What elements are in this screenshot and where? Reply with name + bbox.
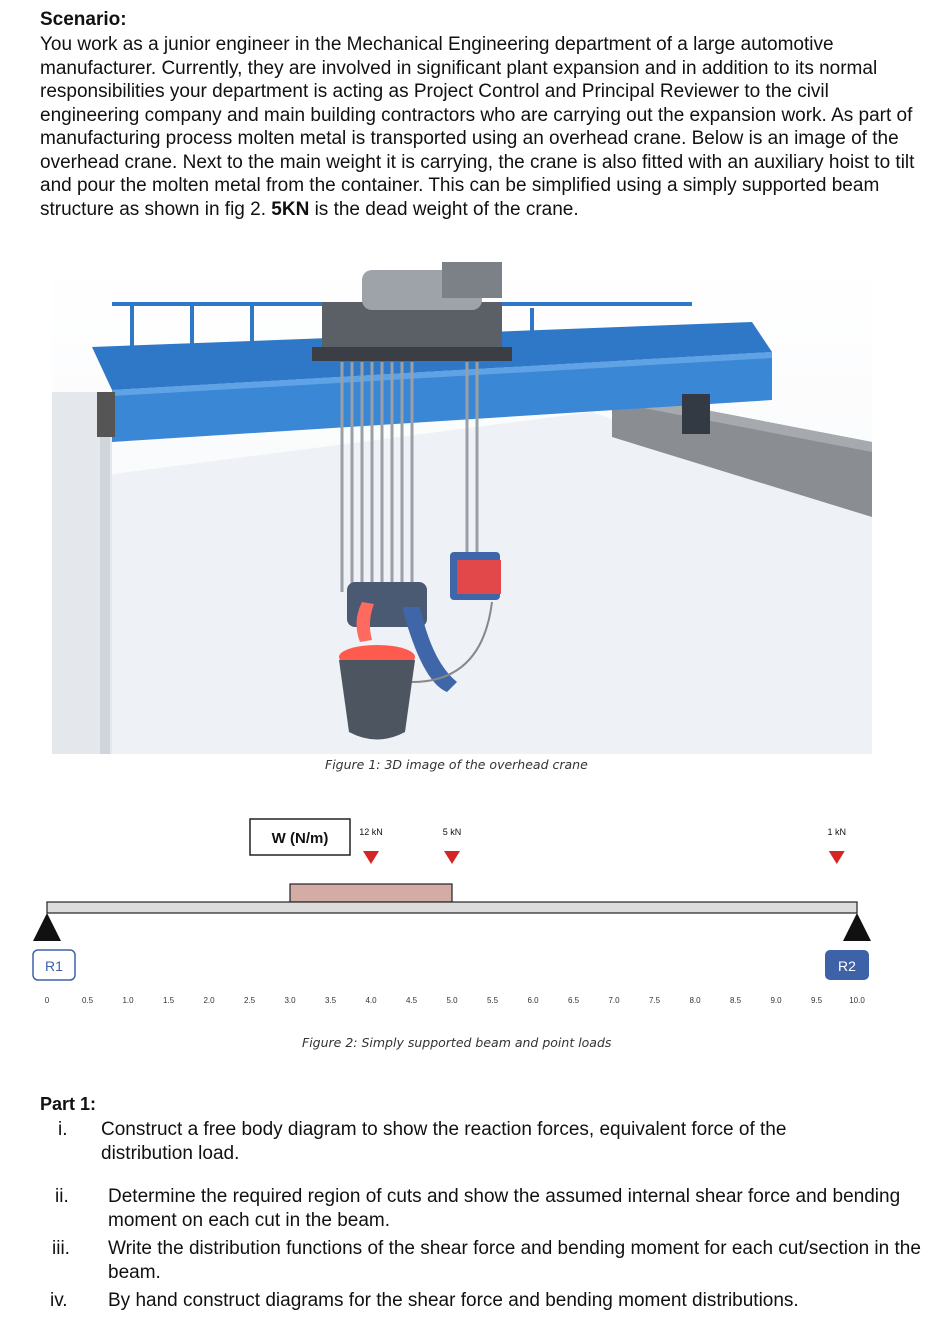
scenario-text-prefix: You work as a junior engineer in the Mechanical Engineering department of a large automotive manufacturer. Currently, they are involved in significant plant expansion and in addition to its normal responsibilities your department is acting as Project Control and Principal Reviewer to the civil engineering company and main building contractors who are carrying out the expansion work. As part of manufacturing process molten metal is transported using an overhead crane. Below is an image of the overhead crane. Next to the main weight it is carrying, the crane is also fitted with an auxiliary hoist to tilt and pour the molten metal from the container. This can be simplified using a simply supported beam structure as shown in fig 2. xyxy=(40,34,915,220)
beam-diagram xyxy=(0,805,948,1015)
axis-tick-label: 2.5 xyxy=(243,996,256,1005)
question-number: i. xyxy=(58,1119,68,1140)
point-load-label: 1 kN xyxy=(827,827,847,837)
support-r2-triangle xyxy=(843,913,871,941)
udl-label: W (N/m) xyxy=(271,830,329,847)
point-load-arrow xyxy=(444,851,460,864)
r1-label: R1 xyxy=(45,958,63,974)
axis-tick-label: 3.0 xyxy=(284,996,296,1005)
axis-tick-label: 7.0 xyxy=(608,996,620,1005)
axis-tick-label: 8.5 xyxy=(729,996,742,1005)
axis-tick-label: 3.5 xyxy=(324,996,337,1005)
question-text: Determine the required region of cuts and show the assumed internal shear force and bending moment on each cut in the beam. xyxy=(108,1186,901,1231)
axis-tick-label: 4.0 xyxy=(365,996,377,1005)
point-load-arrow xyxy=(829,851,845,864)
point-load-label: 12 kN xyxy=(359,827,383,837)
axis-tick-label: 0 xyxy=(44,996,50,1005)
axis-tick-label: 8.0 xyxy=(689,996,701,1005)
axis-tick-label: 10.0 xyxy=(849,996,865,1005)
crane-image xyxy=(52,262,872,754)
question-number: ii. xyxy=(55,1186,69,1207)
scenario-body xyxy=(40,33,920,221)
scenario-text-suffix: is the dead weight of the crane. xyxy=(309,198,579,220)
axis-tick-label: 9.5 xyxy=(810,996,823,1005)
scenario-text-bold: 5KN xyxy=(271,198,310,220)
distributed-load xyxy=(290,884,452,902)
axis-tick-label: 0.5 xyxy=(81,996,94,1005)
support-r1-triangle xyxy=(33,913,61,941)
question-text: By hand construct diagrams for the shear force and bending moment distributions. xyxy=(108,1290,799,1311)
axis-tick-label: 7.5 xyxy=(648,996,661,1005)
axis-tick-label: 6.0 xyxy=(527,996,539,1005)
figure2-caption: Figure 2: Simply supported beam and point loads xyxy=(302,1035,612,1050)
part1-title: Part 1: xyxy=(40,1094,97,1114)
axis-tick-label: 1.0 xyxy=(122,996,134,1005)
beam-svg xyxy=(0,805,948,1015)
crane-illustration xyxy=(52,262,872,754)
point-load-arrow xyxy=(363,851,379,864)
axis-tick-label: 5.5 xyxy=(486,996,499,1005)
axis-tick-label: 4.5 xyxy=(405,996,418,1005)
point-load-label: 5 kN xyxy=(442,827,462,837)
axis-tick-label: 2.0 xyxy=(203,996,215,1005)
question-number: iii. xyxy=(52,1238,70,1259)
r2-label: R2 xyxy=(838,958,856,974)
figure1-caption: Figure 1: 3D image of the overhead crane xyxy=(325,757,588,772)
axis-tick-label: 1.5 xyxy=(162,996,175,1005)
question-text: Construct a free body diagram to show the reaction forces, equivalent force of the distribution load. xyxy=(101,1119,787,1164)
axis-tick-label: 6.5 xyxy=(567,996,580,1005)
question-text: Write the distribution functions of the shear force and bending moment for each cut/section in the beam. xyxy=(108,1238,921,1283)
axis-tick-label: 5.0 xyxy=(446,996,458,1005)
beam xyxy=(47,902,857,913)
question-number: iv. xyxy=(50,1290,68,1311)
scenario-title: Scenario: xyxy=(40,9,127,30)
axis-tick-label: 9.0 xyxy=(770,996,782,1005)
